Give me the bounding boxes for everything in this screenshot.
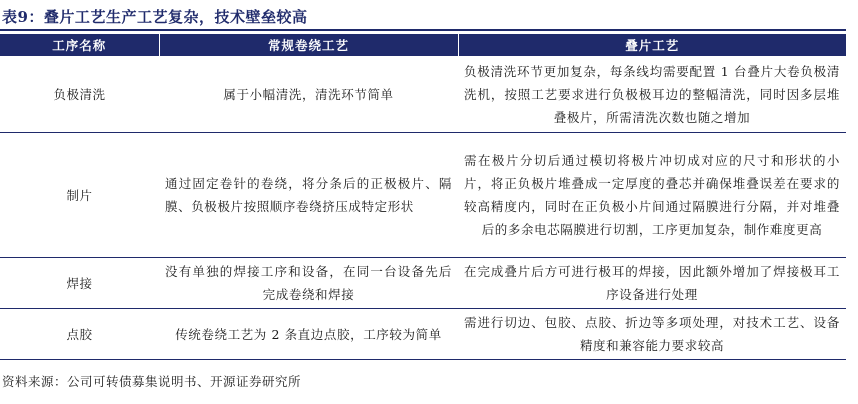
cell-winding: 属于小幅清洗，清洗环节简单	[159, 56, 458, 133]
cell-stacking: 负极清洗环节更加复杂，每条线均需要配置 1 台叠片大卷负极清洗机，按照工艺要求进行负极极耳边的整幅清洗，同时因多层堆叠极片，所需清洗次数也随之增加	[458, 56, 846, 133]
cell-stacking: 在完成叠片后方可进行极耳的焊接，因此额外增加了焊接极耳工序设备进行处理	[458, 258, 846, 309]
table-row	[0, 258, 846, 309]
table-row	[0, 133, 846, 258]
cell-winding: 没有单独的焊接工序和设备，在同一台设备先后完成卷绕和焊接	[159, 258, 458, 309]
cell-step: 焊接	[0, 258, 159, 309]
cell-winding: 传统卷绕工艺为 2 条直边点胶，工序较为简单	[159, 309, 458, 360]
table-row	[0, 56, 846, 133]
title-divider	[0, 29, 846, 31]
cell-winding: 通过固定卷针的卷绕，将分条后的正极极片、隔膜、负极极片按照顺序卷绕挤压成特定形状	[159, 133, 458, 258]
cell-step: 制片	[0, 133, 159, 258]
header-step: 工序名称	[0, 34, 159, 56]
table-row	[0, 309, 846, 360]
cell-stacking: 需进行切边、包胶、点胶、折边等多项处理，对技术工艺、设备精度和兼容能力要求较高	[458, 309, 846, 360]
table-title: 表9：叠片工艺生产工艺复杂，技术壁垒较高	[2, 8, 308, 26]
header-winding: 常规卷绕工艺	[159, 34, 458, 56]
cell-step: 负极清洗	[0, 56, 159, 133]
process-comparison-table	[0, 34, 846, 360]
cell-step: 点胶	[0, 309, 159, 360]
cell-stacking: 需在极片分切后通过模切将极片冲切成对应的尺寸和形状的小片，将正负极片堆叠成一定厚度的叠芯并确保堆叠误差在要求的较高精度内，同时在正负极小片间通过隔膜进行分隔，并对堆叠后的多余电芯隔膜进行切割，工序更加复杂，制作难度更高	[458, 133, 846, 258]
header-stacking: 叠片工艺	[458, 34, 846, 56]
source-note: 资料来源：公司可转债募集说明书、开源证券研究所	[2, 374, 302, 389]
table-header-row	[0, 34, 846, 56]
